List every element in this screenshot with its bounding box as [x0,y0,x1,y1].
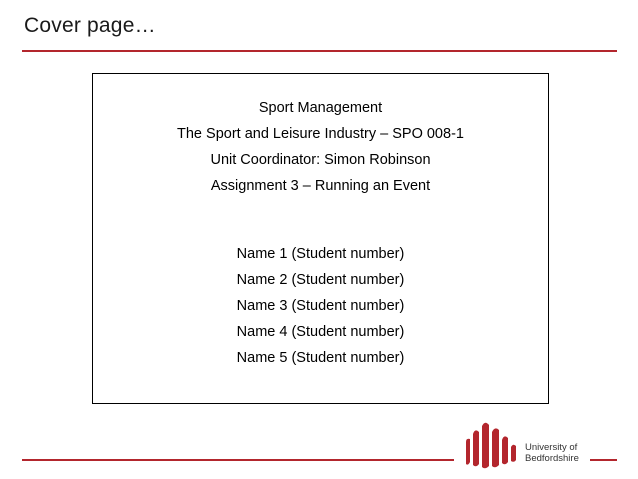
assignment-title: Assignment 3 – Running an Event [210,178,431,194]
student-entry: Name 1 (Student number) [236,246,405,262]
course-title: Sport Management [258,100,383,116]
university-logo [463,420,589,470]
university-logo-text: University of Bedfordshire [525,442,579,464]
student-entry: Name 3 (Student number) [236,298,405,314]
bottom-divider-right [590,459,617,461]
top-divider [22,50,617,52]
student-entry: Name 4 (Student number) [236,324,405,340]
bottom-divider-left [22,459,454,461]
student-entry: Name 5 (Student number) [236,350,405,366]
university-logo-icon [463,420,521,470]
slide-title: Cover page… [24,14,156,37]
cover-header [93,95,548,199]
cover-page-box [92,73,549,404]
unit-coordinator: Unit Coordinator: Simon Robinson [210,152,431,168]
unit-title: The Sport and Leisure Industry – SPO 008-1 [177,126,464,142]
student-entry: Name 2 (Student number) [236,272,405,288]
student-list [93,241,548,371]
